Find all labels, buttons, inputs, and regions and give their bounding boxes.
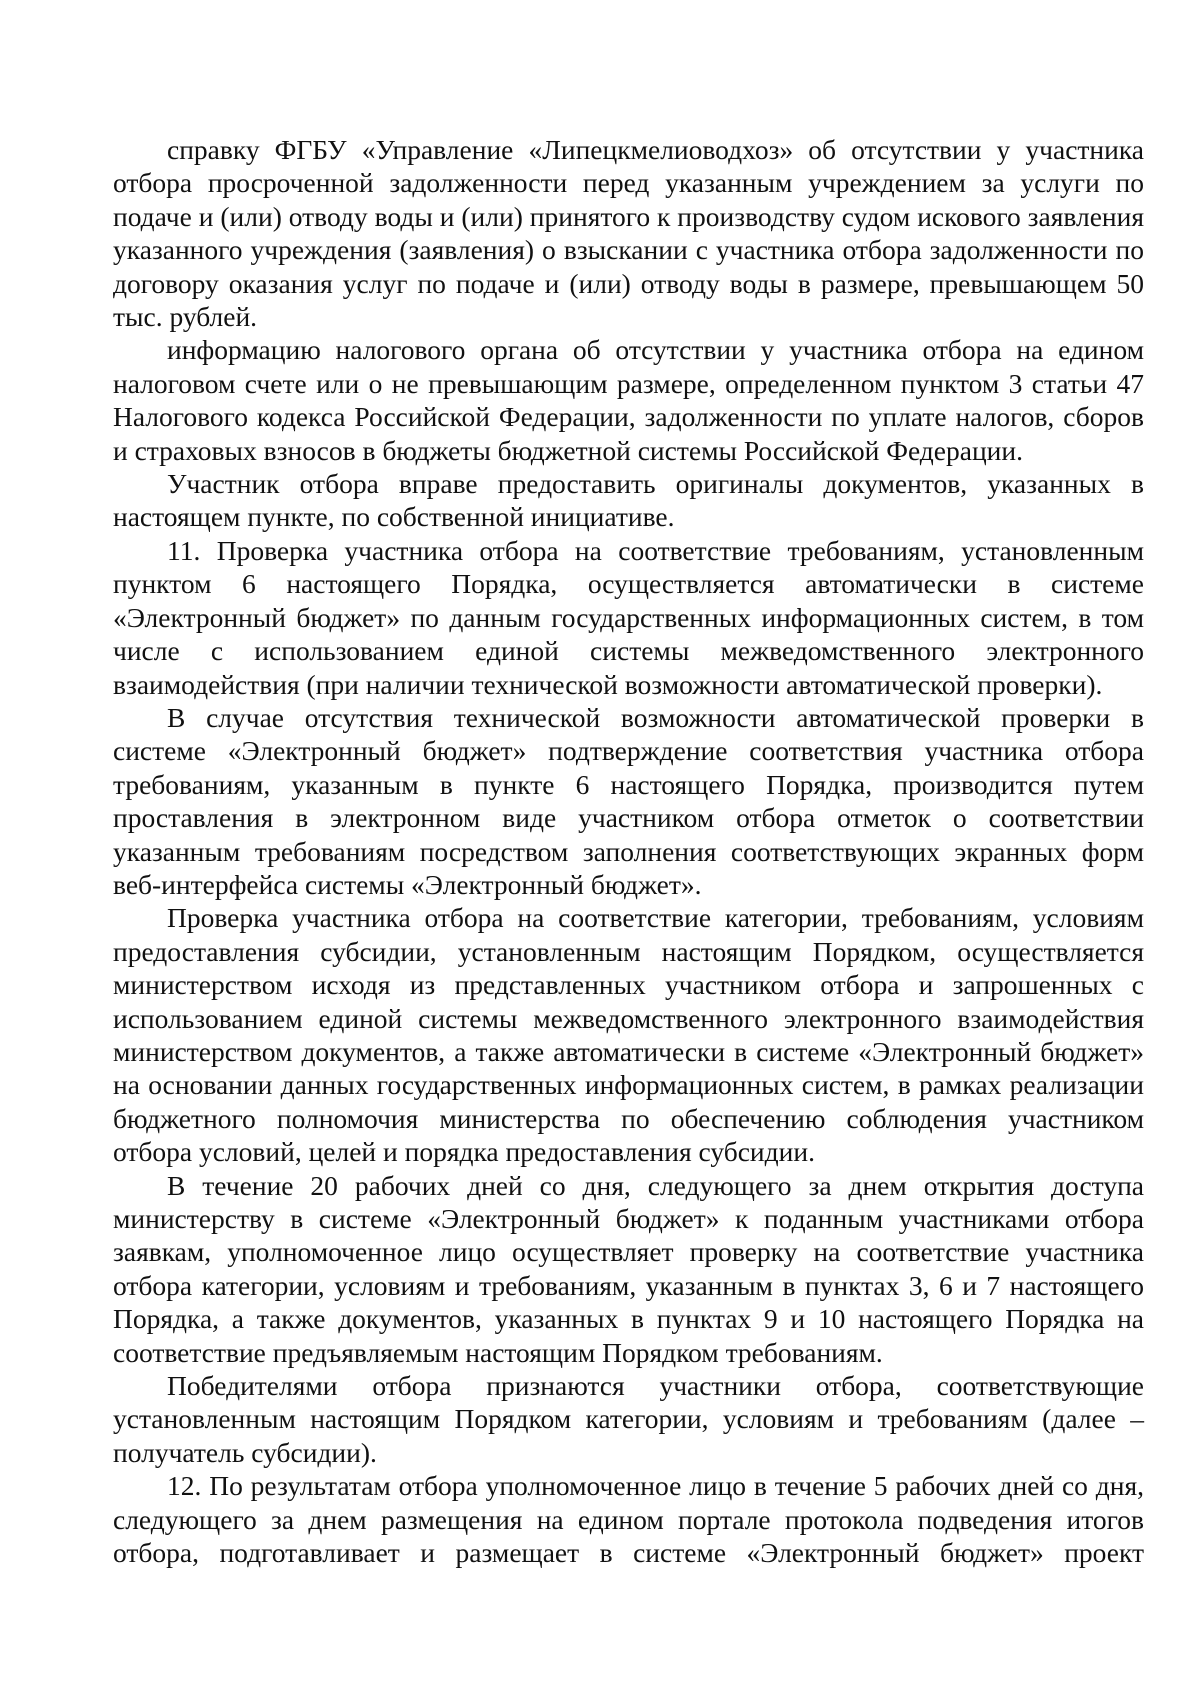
document-page [113,133,1144,1569]
paragraph-originals-initiative: Участник отбора вправе предоставить оригиналы документов, указанных в настоящем пункте, по собственной инициативе. [113,468,1144,533]
paragraph-item-12: 12. По результатам отбора уполномоченное лицо в течение 5 рабочих дней со дня, следующего за днем размещения на едином портале протокола подведения итогов отбора, подготавливает и размещает в системе «Электронный бюджет» проект [113,1470,1144,1569]
paragraph-20-working-days: В течение 20 рабочих дней со дня, следующего за днем открытия доступа министерству в системе «Электронный бюджет» к поданным участниками отбора заявкам, уполномоченное лицо осуществляет проверку на соответствие участника отбора категории, условиям и требованиям, указанным в пунктах 3, 6 и 7 настоящего Порядка, а также документов, указанных в пунктах 9 и 10 настоящего Порядка на соответствие предъявляемым настоящим Порядком требованиям. [113,1169,1144,1368]
paragraph-no-technical-possibility: В случае отсутствия технической возможности автоматической проверки в системе «Электронный бюджет» подтверждение соответствия участника отбора требованиям, указанным в пункте 6 настоящего Порядка, производится путем проставления в электронном виде участником отбора отметок о соответствии указанным требованиям посредством заполнения соответствующих экранных форм веб-интерфейса системы «Электронный бюджет». [113,701,1144,900]
paragraph-item-11: 11. Проверка участника отбора на соответствие требованиям, установленным пунктом 6 настоящего Порядка, осуществляется автоматически в системе «Электронный бюджет» по данным государственных информационных систем, в том числе с использованием единой системы межведомственного электронного взаимодействия (при наличии технической возможности автоматической проверки). [113,534,1144,700]
paragraph-tax-information: информацию налогового органа об отсутствии у участника отбора на едином налоговом счете или о не превышающим размере, определенном пунктом 3 статьи 47 Налогового кодекса Российской Федерации, задолженности по уплате налогов, сборов и страховых взносов в бюджеты бюджетной системы Российской Федерации. [113,334,1144,466]
paragraph-winners: Победителями отбора признаются участники отбора, соответствующие установленным настоящим Порядком категории, условиям и требованиям (далее – получатель субсидии). [113,1370,1144,1468]
paragraph-ministry-check: Проверка участника отбора на соответствие категории, требованиям, условиям предоставления субсидии, установленным настоящим Порядком, осуществляется министерством исходя из представленных участником отбора и запрошенных с использованием единой системы межведомственного электронного взаимодействия министерством документов, а также автоматически в системе «Электронный бюджет» на основании данных государственных информационных систем, в рамках реализации бюджетного полномочия министерства по обеспечению соблюдения участником отбора условий, целей и порядка предоставления субсидии. [113,902,1144,1168]
paragraph-certificate-melioration: справку ФГБУ «Управление «Липецкмелиоводхоз» об отсутствии у участника отбора просроченной задолженности перед указанным учреждением за услуги по подаче и (или) отводу воды и (или) принятого к производству судом искового заявления указанного учреждения (заявления) о взыскании с участника отбора задолженности по договору оказания услуг по подаче и (или) отводу воды в размере, превышающем 50 тыс. рублей. [113,134,1144,333]
